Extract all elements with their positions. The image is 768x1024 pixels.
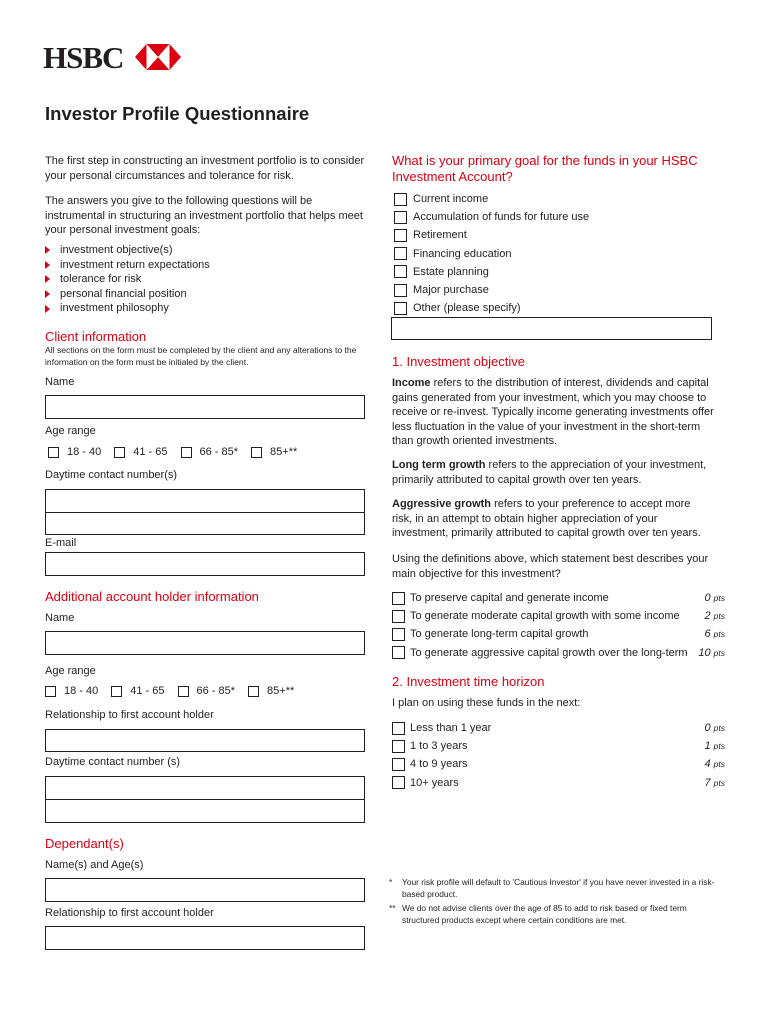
client-age-range-group [48, 446, 297, 458]
goal-checkbox[interactable] [394, 284, 407, 297]
client-email-label: E-mail [45, 537, 77, 549]
additional-holder-heading: Additional account holder information [45, 589, 259, 604]
goal-option[interactable] [394, 263, 589, 281]
age-option-label: 66 - 85* [199, 446, 239, 458]
goal-option-label: Other (please specify) [413, 302, 521, 315]
goal-checkbox[interactable] [394, 247, 407, 260]
goal-option[interactable] [394, 281, 589, 299]
age-checkbox[interactable] [248, 686, 259, 697]
horizon-option-label: 4 to 9 years [410, 758, 468, 771]
time-horizon-heading: 2. Investment time horizon [392, 674, 545, 689]
footnotes [389, 877, 724, 926]
horizon-option[interactable] [392, 737, 725, 755]
objective-option[interactable] [392, 644, 725, 662]
investment-objective-heading: 1. Investment objective [392, 354, 525, 369]
client-age-label: Age range [45, 425, 96, 437]
client-info-heading: Client information [45, 329, 147, 344]
goal-option-label: Estate planning [413, 265, 489, 278]
objective-option-label: To generate aggressive capital growth over the long-term [410, 646, 688, 659]
additional-phone-label: Daytime contact number (s) [45, 756, 181, 768]
age-checkbox[interactable] [178, 686, 189, 697]
objective-checkbox[interactable] [392, 592, 405, 605]
objective-checkbox[interactable] [392, 610, 405, 623]
points-value: 2 pts [704, 610, 725, 623]
goal-checkbox[interactable] [394, 193, 407, 206]
bullet-item: investment philosophy [45, 301, 210, 316]
age-option-label: 18 - 40 [67, 446, 102, 458]
objective-option[interactable] [392, 589, 725, 607]
horizon-checkbox[interactable] [392, 776, 405, 789]
goal-checkbox[interactable] [394, 302, 407, 315]
dependants-relationship-field[interactable] [45, 926, 365, 950]
dependants-heading: Dependant(s) [45, 836, 124, 851]
additional-name-label: Name [45, 612, 75, 624]
client-phone-field-2[interactable] [45, 512, 365, 535]
age-checkbox[interactable] [114, 447, 125, 458]
goal-option[interactable] [394, 245, 589, 263]
points-value: 1 pts [704, 740, 725, 753]
age-option-label: 85+** [270, 446, 298, 458]
points-value: 0 pts [704, 592, 725, 605]
objective-option-label: To preserve capital and generate income [410, 592, 609, 605]
long-term-growth-definition: Long term growth refers to the appreciation of your investment, primarily attributed to capital growth over ten years. [392, 459, 707, 486]
goal-option-label: Current income [413, 193, 489, 206]
goal-checkbox[interactable] [394, 265, 407, 278]
objective-option[interactable] [392, 607, 725, 625]
bullet-item: investment objective(s) [45, 243, 210, 258]
dependants-names-field[interactable] [45, 878, 365, 902]
time-horizon-options [392, 719, 725, 792]
age-option-label: 41 - 65 [133, 446, 168, 458]
primary-goal-options [394, 190, 589, 317]
age-option-label: 18 - 40 [64, 685, 99, 697]
client-name-label: Name [45, 376, 75, 388]
objective-options [392, 589, 725, 662]
horizon-checkbox[interactable] [392, 740, 405, 753]
age-checkbox[interactable] [45, 686, 56, 697]
dependants-relationship-label: Relationship to first account holder [45, 907, 214, 919]
objective-checkbox[interactable] [392, 646, 405, 659]
goal-option-label: Financing education [413, 247, 512, 260]
points-value: 4 pts [704, 758, 725, 771]
client-name-field[interactable] [45, 395, 365, 419]
age-checkbox[interactable] [111, 686, 122, 697]
additional-age-label: Age range [45, 665, 96, 677]
age-option-label: 41 - 65 [130, 685, 165, 697]
aggressive-growth-definition: Aggressive growth refers to your preference to accept more risk, in an attempt to obtain higher appreciation of your investment, primarily attributed to capital growth over ten years. [392, 498, 701, 540]
bullet-item: tolerance for risk [45, 272, 210, 287]
other-goal-specify-field[interactable] [391, 317, 712, 340]
objective-checkbox[interactable] [392, 628, 405, 641]
income-definition: Income refers to the distribution of interest, dividends and capital gains generated from your investment, which you may choose to receive or re-invest. Typically income generating investments offer less fluctuation in the value of your investment in the short-term than growth oriented investments. [392, 377, 714, 448]
age-checkbox[interactable] [251, 447, 262, 458]
goals-bullet-list [45, 243, 210, 316]
time-horizon-question: I plan on using these funds in the next: [392, 697, 581, 709]
hsbc-hexagon-logo-icon [135, 44, 181, 70]
additional-phone-field-2[interactable] [45, 799, 365, 823]
age-checkbox[interactable] [48, 447, 59, 458]
goal-option[interactable] [394, 299, 589, 317]
horizon-option[interactable] [392, 774, 725, 792]
hsbc-logo-text: HSBC [43, 40, 124, 75]
horizon-option-label: 10+ years [410, 776, 459, 789]
horizon-option-label: Less than 1 year [410, 722, 492, 735]
objective-option-label: To generate long-term capital growth [410, 628, 589, 641]
goal-option[interactable] [394, 226, 589, 244]
intro-paragraph-1: The first step in constructing an investment portfolio is to consider your personal circumstances and tolerance for risk. [45, 155, 365, 182]
primary-goal-heading: What is your primary goal for the funds in your HSBC Investment Account? [392, 153, 698, 184]
additional-name-field[interactable] [45, 631, 365, 655]
points-value: 10 pts [698, 646, 725, 659]
horizon-checkbox[interactable] [392, 722, 405, 735]
horizon-option-label: 1 to 3 years [410, 740, 468, 753]
horizon-option[interactable] [392, 755, 725, 773]
additional-relationship-label: Relationship to first account holder [45, 709, 214, 721]
bullet-item: investment return expectations [45, 258, 210, 273]
goal-option[interactable] [394, 190, 589, 208]
horizon-checkbox[interactable] [392, 758, 405, 771]
objective-option-label: To generate moderate capital growth with some income [410, 610, 680, 623]
footnote: * Your risk profile will default to 'Cautious Investor' if you have never invested in a risk-based product. [389, 877, 715, 899]
age-checkbox[interactable] [181, 447, 192, 458]
client-phone-label: Daytime contact number(s) [45, 469, 178, 481]
additional-phone-field-1[interactable] [45, 776, 365, 800]
dependants-names-label: Name(s) and Age(s) [45, 859, 144, 871]
age-option-label: 85+** [267, 685, 295, 697]
goal-option-label: Major purchase [413, 284, 489, 297]
footnote: ** We do not advise clients over the age of 85 to add to risk based or fixed term structured products except where certain conditions are met. [389, 903, 687, 925]
goal-checkbox[interactable] [394, 211, 407, 224]
bullet-item: personal financial position [45, 287, 210, 302]
client-info-note: All sections on the form must be completed by the client and any alterations to the information on the form must be initialed by the client. [45, 345, 357, 367]
intro-paragraph-2: The answers you give to the following questions will be instrumental in structuring an investment portfolio that helps meet your personal investment goals: [45, 195, 363, 237]
client-phone-field-1[interactable] [45, 489, 365, 513]
goal-option-label: Accumulation of funds for future use [413, 211, 590, 224]
points-value: 7 pts [704, 776, 725, 789]
page-title: Investor Profile Questionnaire [45, 103, 310, 124]
points-value: 6 pts [704, 628, 725, 641]
objective-question: Using the definitions above, which statement best describes your main objective for this investment? [392, 553, 709, 580]
additional-age-range-group [45, 685, 294, 697]
goal-option[interactable] [394, 208, 589, 226]
client-email-field[interactable] [45, 552, 365, 576]
goal-option-label: Retirement [413, 229, 467, 242]
additional-relationship-field[interactable] [45, 729, 365, 752]
age-option-label: 66 - 85* [196, 685, 236, 697]
goal-checkbox[interactable] [394, 229, 407, 242]
points-value: 0 pts [704, 722, 725, 735]
objective-option[interactable] [392, 625, 725, 643]
horizon-option[interactable] [392, 719, 725, 737]
